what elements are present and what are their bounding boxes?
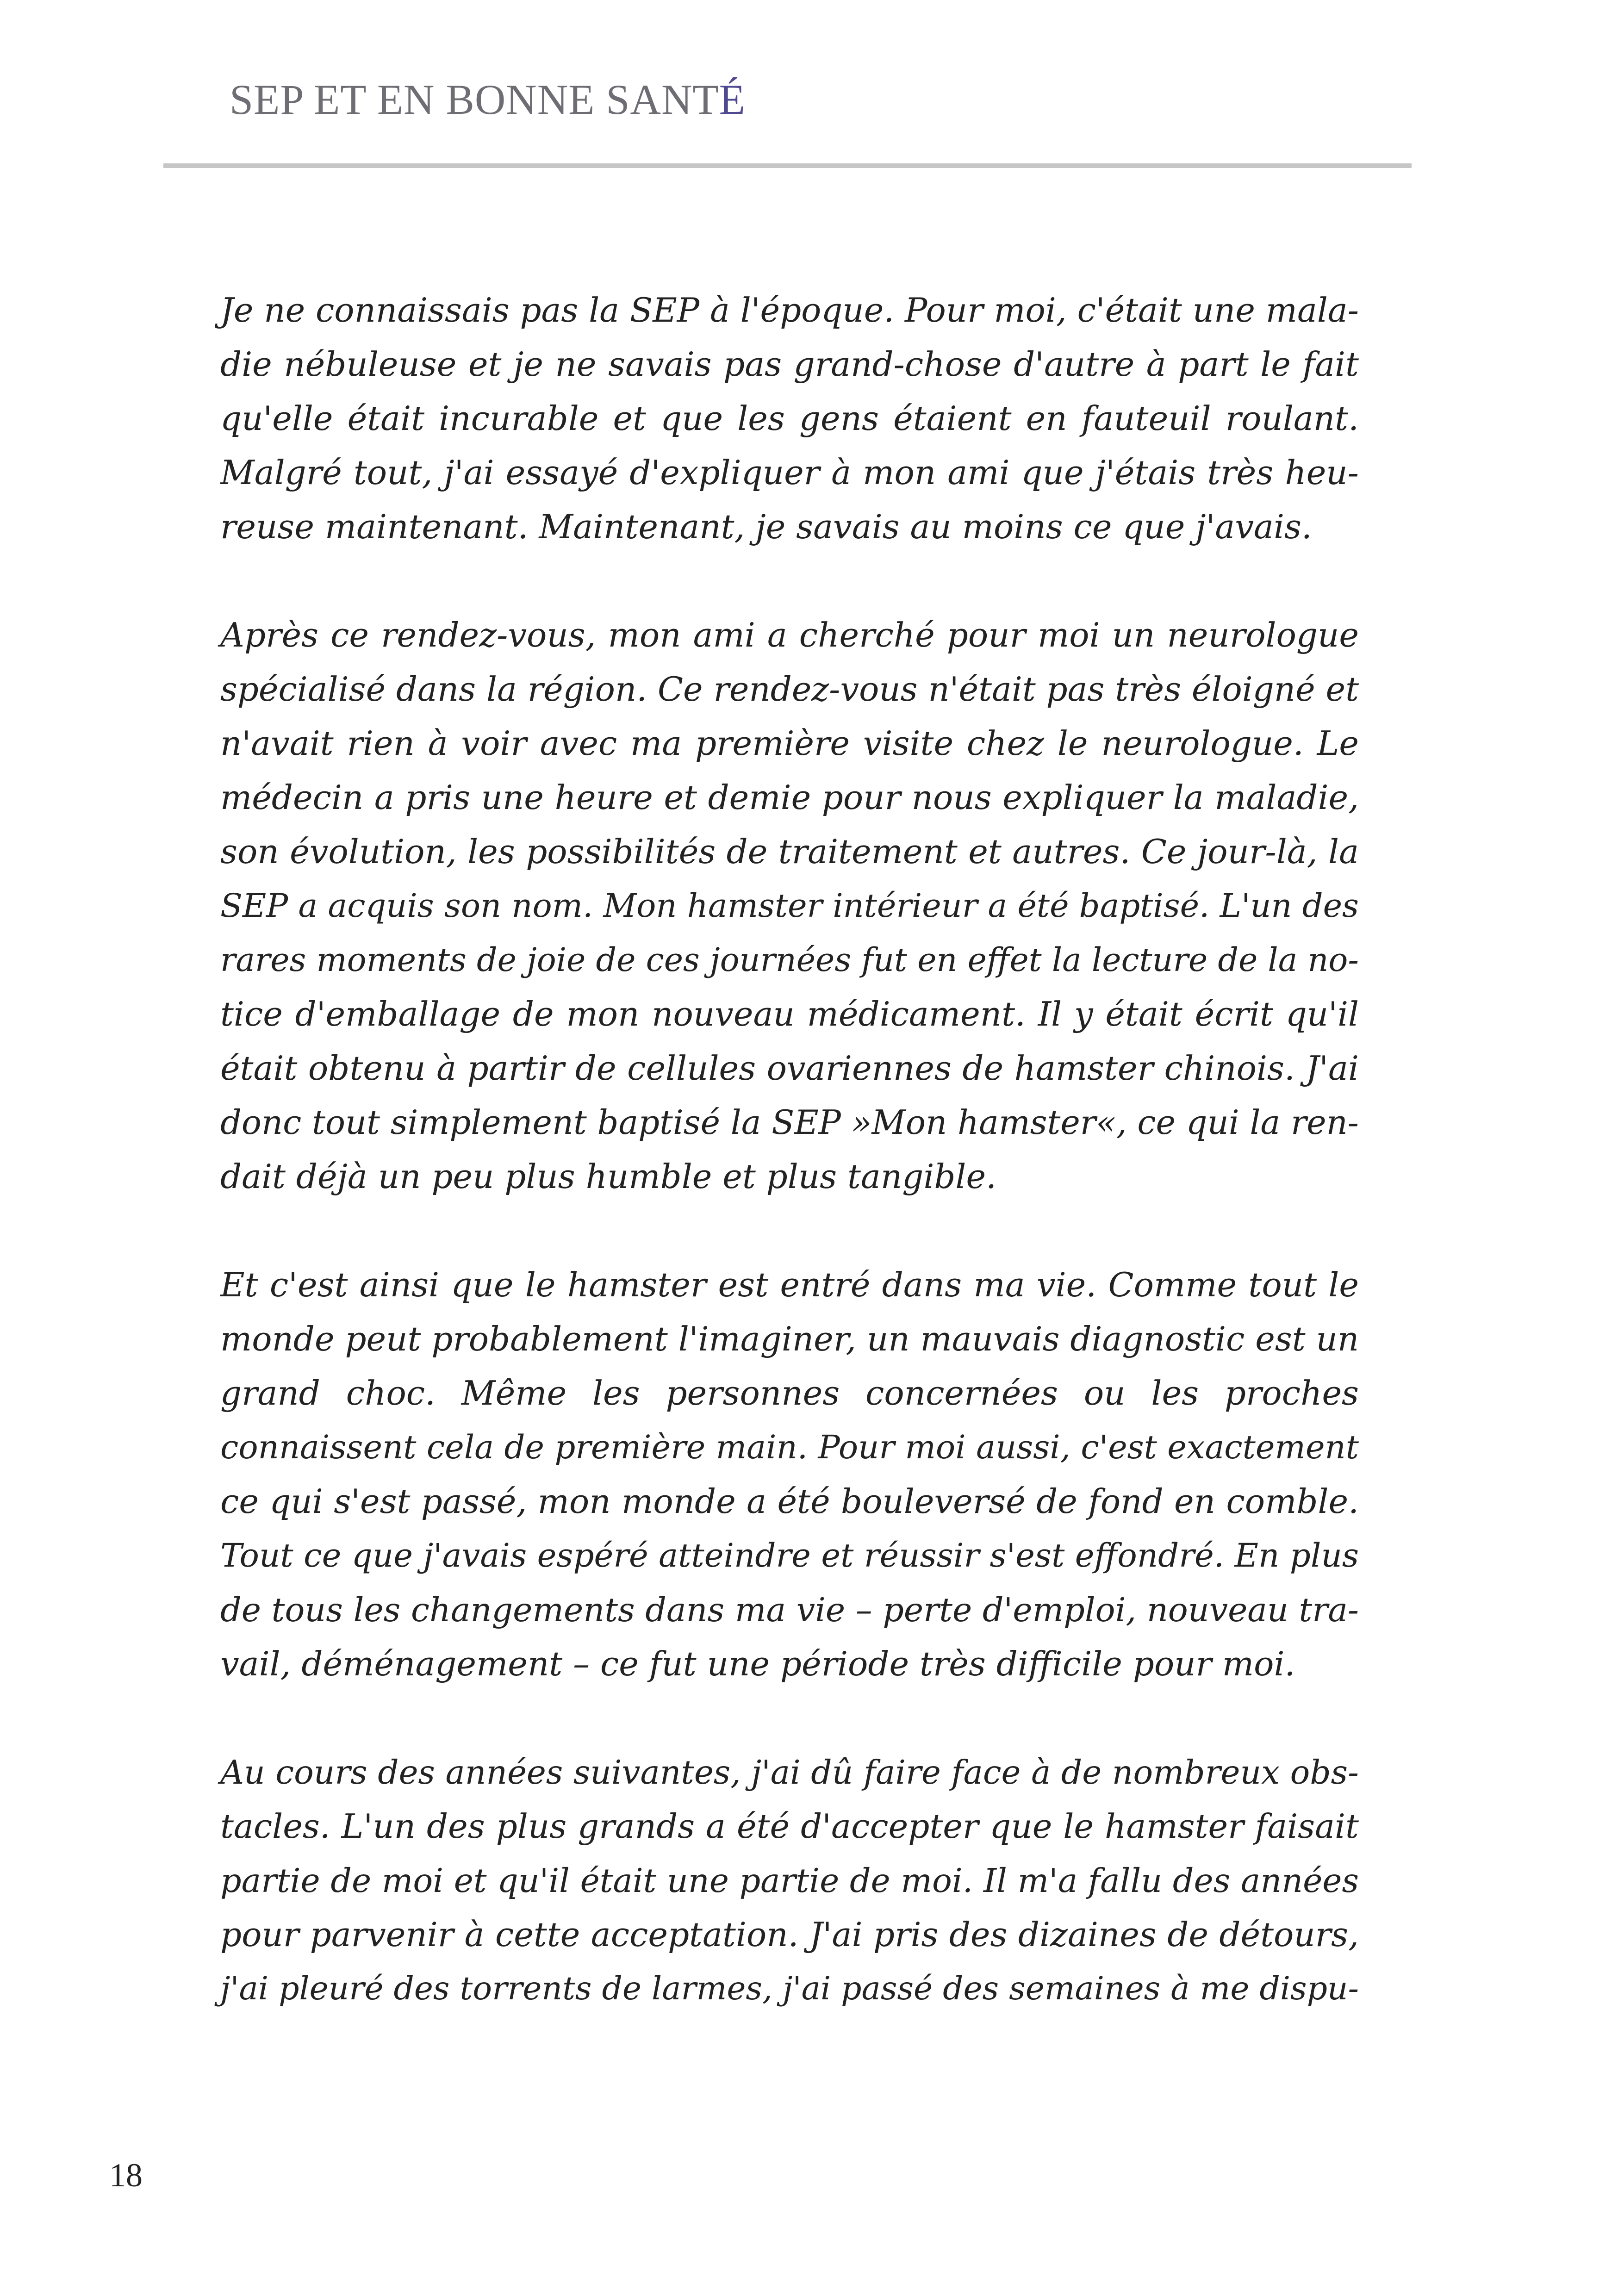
paragraph-3 [220,1258,1359,1691]
text-line: connaissent cela de première main. Pour moi aussi, c'est exactement [220,1428,1359,1466]
text-line: Je ne connaissais pas la SEP à l'époque. Pour moi, c'était une mala- [220,291,1359,330]
text-line: monde peut probablement l'imaginer, un mauvais diagnostic est un [220,1319,1359,1358]
page-number: 18 [109,2157,143,2194]
running-head-accent-letter: É [719,76,746,123]
text-line: pour parvenir à cette acceptation. J'ai pris des dizaines de détours, [220,1915,1359,1954]
text-line: Au cours des années suivantes, j'ai dû faire face à de nombreux obs- [220,1753,1359,1792]
text-line: qu'elle était incurable et que les gens étaient en fauteuil roulant. [220,399,1359,438]
text-line: ce qui s'est passé, mon monde a été bouleversé de fond en comble. [220,1482,1359,1521]
paragraph-1 [220,283,1359,554]
text-line: Malgré tout, j'ai essayé d'expliquer à mon ami que j'étais très heu- [220,453,1359,492]
running-head-title: SEP ET EN BONNE SANT [230,76,719,123]
body-text [220,283,1359,2016]
text-line: tacles. L'un des plus grands a été d'accepter que le hamster faisait [220,1807,1359,1846]
text-line: grand choc. Même les personnes concernées ou les proches [220,1374,1359,1412]
text-line: médecin a pris une heure et demie pour nous expliquer la maladie, [220,778,1359,817]
text-line: donc tout simplement baptisé la SEP »Mon hamster«, ce qui la ren- [220,1103,1359,1142]
text-line: rares moments de joie de ces journées fut en effet la lecture de la no- [220,941,1359,979]
text-line: partie de moi et qu'il était une partie de moi. Il m'a fallu des années [220,1861,1359,1900]
text-line: n'avait rien à voir avec ma première visite chez le neurologue. Le [220,724,1359,763]
text-line: SEP a acquis son nom. Mon hamster intérieur a été baptisé. L'un des [220,887,1359,925]
text-line: spécialisé dans la région. Ce rendez-vous n'était pas très éloigné et [220,670,1359,709]
text-line: de tous les changements dans ma vie – perte d'emploi, nouveau tra- [220,1591,1359,1629]
text-line: Après ce rendez-vous, mon ami a cherché pour moi un neurologue [220,616,1359,654]
text-line: son évolution, les possibilités de traitement et autres. Ce jour-là, la [220,832,1359,871]
paragraph-4 [220,1745,1359,2016]
header-rule [163,163,1412,168]
text-line: était obtenu à partir de cellules ovariennes de hamster chinois. J'ai [220,1049,1359,1088]
text-line: dait déjà un peu plus humble et plus tangible. [220,1157,996,1196]
text-line: vail, déménagement – ce fut une période très difficile pour moi. [220,1644,1295,1683]
paragraph-2 [220,608,1359,1204]
text-line: j'ai pleuré des torrents de larmes, j'ai passé des semaines à me dispu- [220,1970,1359,2007]
text-line: Tout ce que j'avais espéré atteindre et réussir s'est effondré. En plus [220,1537,1359,1574]
text-line: tice d'emballage de mon nouveau médicament. Il y était écrit qu'il [220,995,1359,1033]
running-head [230,69,746,130]
text-line: Et c'est ainsi que le hamster est entré dans ma vie. Comme tout le [220,1265,1359,1304]
text-line: die nébuleuse et je ne savais pas grand-chose d'autre à part le fait [220,345,1359,384]
text-line: reuse maintenant. Maintenant, je savais au moins ce que j'avais. [220,507,1312,546]
